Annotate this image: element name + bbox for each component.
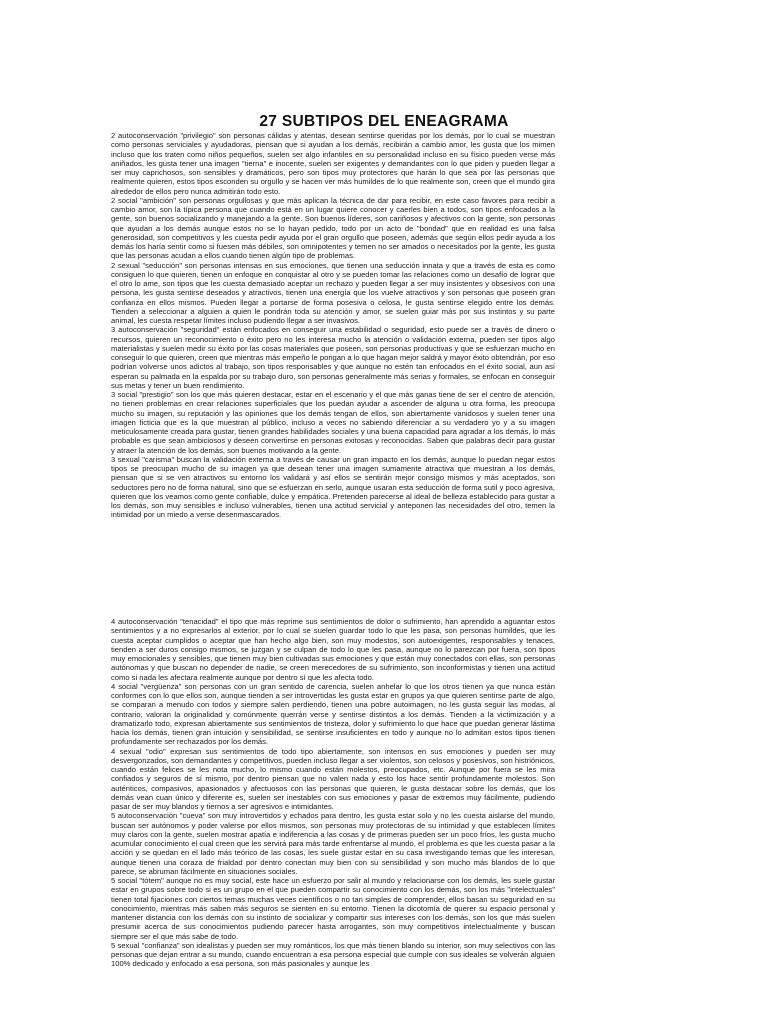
paragraph-3-sexual: 3 sexual "carisma" buscan la validación externa a través de causar un gran impacto en los demás, aunque lo puedan negar estos tipos se preocupan mucho de su imagen ya que desean tener una imagen sumamente atractiva que muestran a los demás, piensan que si se ven atractivos su entorno los validará y así ellos se sentirán mejor consigo mismos y más aceptados, son seductores pero no de forma natural, sino que se esfuerzan en serlo, aunque usaran esta seducción de forma sutil y poco agresiva, quieren que los veamos como gente confiable, dulce y empática. Pretenden parecerse al ideal de belleza establecido para gustar a los demás, son muy sensibles e incluso vulnerables, tienen una actitud servicial y anteponen las necesidades del otro, temen la intimidad por un miedo a verse desenmascarados. bbox=[111, 454, 555, 520]
paragraph-3-autoconservacion: 3 autoconservación "seguridad" están enfocados en conseguir una estabilidad o seguridad, esto puede ser a través de dinero o recursos, quieren un reconocimiento o éxito pero no les interesa mucho la atención o validación externa, pueden ser tipos algo materialistas y suelen medir su éxito por las cosas materiales que poseen, son personas productivas y que se esfuerzan mucho en conseguir lo que quieren, creen que mientras más empeño le pongan a lo que hagan mejor saldrá y mayor éxito obtendrán, por eso podrían volverse unos adictos al trabajo, son tipos responsables y que aunque no estén tan enfocados en el éxito social, aun así esperan su palmada en la espalda por su trabajo duro, son personas generalmente más serias y formales, se enfocan en conseguir sus metas y tener un buen rendimiento. bbox=[111, 325, 555, 390]
paragraph-2-sexual: 2 sexual "seducción" son personas intensas en sus emociones, que tienen una seducción innata y que a través de esta es como consiguen lo que quieren, tienen un enfoque en conquistar al otro y se pueden tomar las relaciones como un desafío de lograr que el otro lo ame, son tipos que les cuesta demasiado aceptar un rechazo y pueden llegar a ser muy insistentes y obsesivos con una persona, les gusta sentirse deseados y atractivos, tienen una energía que los vuelve atractivos y son personas que poseen gran confianza en ellos mismos. Pueden llegar a portarse de forma posesiva o celosa, le gusta sentirse elegido entre los demás. Tienden a seleccionar a alguien a quien le pondrán toda su atención y amor, se suelen guiar más por sus instintos y su parte animal, les cuesta respetar límites incluso pudiendo llegar a ser invasivos. bbox=[111, 260, 555, 325]
section-two bbox=[111, 617, 555, 969]
paragraph-3-social: 3 social "prestigio" son los que más quieren destacar, estar en el escenario y el que más ganas tiene de ser el centro de atención, no tienen problemas en crear relaciones superficiales que los puedan ayudar a ascender de alguna u otra forma, les preocupa mucho su imagen, su reputación y las opiniones que los demás tengan de ellos, son abiertamente vanidosos y suelen tener una imagen ficticia que es la que muestran al público, incluso a veces no sabiendo diferenciar a su verdadero yo y a su imagen meticulosamente creada para gustar, tienen grandes habilidades sociales y una buena capacidad para agradar a los demás, lo más probable es que sean ambiciosos y deseen convertirse en personas exitosas y reconocidas. Saben que palabras decir para gustar y atraer la atención de los demás, son buenos motivando a la gente. bbox=[111, 390, 555, 455]
page-title: 27 SUBTIPOS DEL ENEAGRAMA bbox=[259, 113, 509, 130]
paragraph-2-autoconservacion: 2 autoconservación "privilegio" son personas cálidas y atentas, desean sentirse queridas por los demás, por lo cual se muestran como personas serviciales y ayudadoras, piensan que si ayudan a los demás, recibirán a cambio amor, les gusta que los mimen incluso que los traten como niños pequeños, suelen ser algo infantiles en su personalidad incluso en su físico pueden verse más aniñados, les gusta tener una imagen "tierna" e inocente, suelen ser exigentes y demandantes con lo que piden y pueden llegar a ser muy caprichosos, son sensibles y dramáticos, pero son tipos muy protectores que harán lo que sea por las personas que realmente quieren, estos tipos esconden su orgullo y se hacen ver más humildes de lo que realmente son, creen que el mundo gira alrededor de ellos pero nunca admitirán todo esto. bbox=[111, 131, 555, 196]
paragraph-4-sexual: 4 sexual "odio" expresan sus sentimientos de todo tipo abiertamente, son intensos en sus emociones y pueden ser muy desvergonzados, son demandantes y competitivos, pueden incluso llegar a ser violentos, son celosos y posesivos, son histriónicos, cuando están felices se les nota mucho, lo mismo cuando están molestos, preocupados, etc. Aunque por fuera se les mira confiados y seguros de sí mismo, por dentro piensan que no valen nada y esto los hace sentir profundamente molestos. Son auténticos, compasivos, apasionados y afectuosos con las personas que quieren, le gusta destacar sobre los demás, que los demás vean cuan único y diferente es, suelen ser inestables con sus emociones y pasar de extremos muy fácilmente, pudiendo pasar de ser muy blandos y tiernos a ser agresivos e intimidantes. bbox=[111, 746, 555, 811]
paragraph-4-autoconservacion: 4 autoconservación "tenacidad" el tipo que más reprime sus sentimientos de dolor o sufrimiento, han aprendido a aguantar estos sentimientos y a no expresarlos al exterior, por lo cual se suelen guardar todo lo que les pasa, son personas humildes, que les cuesta aceptar cumplidos o aceptar que han hecho algo bien, son muy modestos, son autoexigentes, responsables y tenaces, tienden a ser duros consigo mismos, se juzgan y se culpan de todo lo que les pasa, aunque no lo parezcan por fuera, son tipos muy emocionales y sensibles, que tienen muy bien cultivadas sus emociones y que están muy conectados con ellas, son personas autónomas y que buscan no depender de nadie, se creen merecedores de su sufrimiento, son inconformistas y tienen una actitud como si nada les afectara realmente aunque por dentro sí que les afecta todo. bbox=[111, 617, 555, 682]
paragraph-5-social: 5 social "tótem" aunque no es muy social, este hace un esfuerzo por salir al mundo y relacionarse con los demás, les suele gustar estar en grupos sobre todo si es un grupo en el que pueden compartir su conocimiento con los demás, son los más "intelectuales" tienen total fijaciones con ciertos temas muchas veces científicos o no tan simples de comprender, ellos basan su seguridad en su conocimiento, mientras más saben más seguros se sienten en su entorno. Tienen la dicotomía de querer su espacio personal y mantener distancia con los demás con su instinto de socializar y compartir sus intereses con los demás, son los que más suelen presumir acerca de sus conocimientos pudiendo parecer hasta arrogantes, son muy competitivos intelectualmente y buscan siempre ser el que más sabe de todo. bbox=[111, 876, 555, 941]
paragraph-5-autoconservacion: 5 autoconservación "cueva" son muy introvertidos y echados para dentro, les gusta estar solo y no les cuesta aislarse del mundo, buscan ser autónomos y poder valerse por ellos mismos, son personas muy protectoras de su intimidad y que establecen límites muy claros con la gente, suelen mostrar apatía e indiferencia a las cosas y de primeras pueden ser un poco fríos, les gusta mucho acumular conocimiento el cual creen que les servirá para más tarde enfrentarse al mundo, el problema es que les cuesta pasar a la acción y se quedan en el lado más teórico de las cosas, les suele gustar estar en su casa investigando temas que les interesan, aunque tienen una coraza de frialdad por dentro conectan muy bien con su sensibilidad y son mucho más blandos de lo que parece, se abruman fácilmente en situaciones sociales. bbox=[111, 811, 555, 876]
paragraph-2-social: 2 social "ambición" son personas orgullosas y que más aplican la técnica de dar para recibir, en este caso favores para recibir a cambio amor, son la típica persona que cuando está en un lugar quiere conocer y caerles bien a todos, son tipos enfocados a la gente, son buenos socializando y manejando a la gente. Son buenos líderes, son cariñosos y afectivos con la gente, son personas que ayudan a los demás aunque estos no se lo hayan pedido, todo por un acto de "bondad" que en realidad es una falsa generosidad, son competitivos y les cuesta pedir ayuda por el gran orgullo que poseen, además que según ellos pedir ayuda a los demás los haría sentir como si fuesen más débiles, son omnipotentes y temen no ser amados o necesitados por la gente, les gusta que las personas acudan a ellos cuando tienen algún tipo de problemas. bbox=[111, 195, 555, 261]
paragraph-4-social: 4 social "vergüenza" son personas con un gran sentido de carencia, suelen anhelar lo que los otros tienen ya que nunca están conformes con lo que ellos son, aunque tienden a ser introvertidas les gusta estar en grupos ya que quieren sentirse parte de algo, se comparan a menudo con todos y siempre salen perdiendo, tienen una pobre autoimagen, no les gusta seguir las modas, al contrario, valoran la originalidad y comúnmente querrán verse y sentirse distintos a los demás. Tienden a la victimización y a dramatizarlo todo, expresan abiertamente sus sentimientos de tristeza, dolor y sufrimiento lo que hace que puedan generar lástima hacia los demás, tienen gran intuición y sensibilidad, se sentirse insuficientes en todo y aunque no lo admitan estos tipos tienen profundamente ser rechazados por los demás. bbox=[111, 681, 555, 747]
paragraph-5-sexual: 5 sexual "confianza" son idealistas y pueden ser muy románticos, los que más tienen blando su interior, son muy selectivos con las personas que dejan entrar a su mundo, cuando encuentran a esa persona especial que cumple con sus ideales se volverán alguien 100% dedicado y enfocado a esa persona, son más pasionales y aunque les bbox=[111, 940, 555, 969]
section-one bbox=[111, 131, 555, 520]
